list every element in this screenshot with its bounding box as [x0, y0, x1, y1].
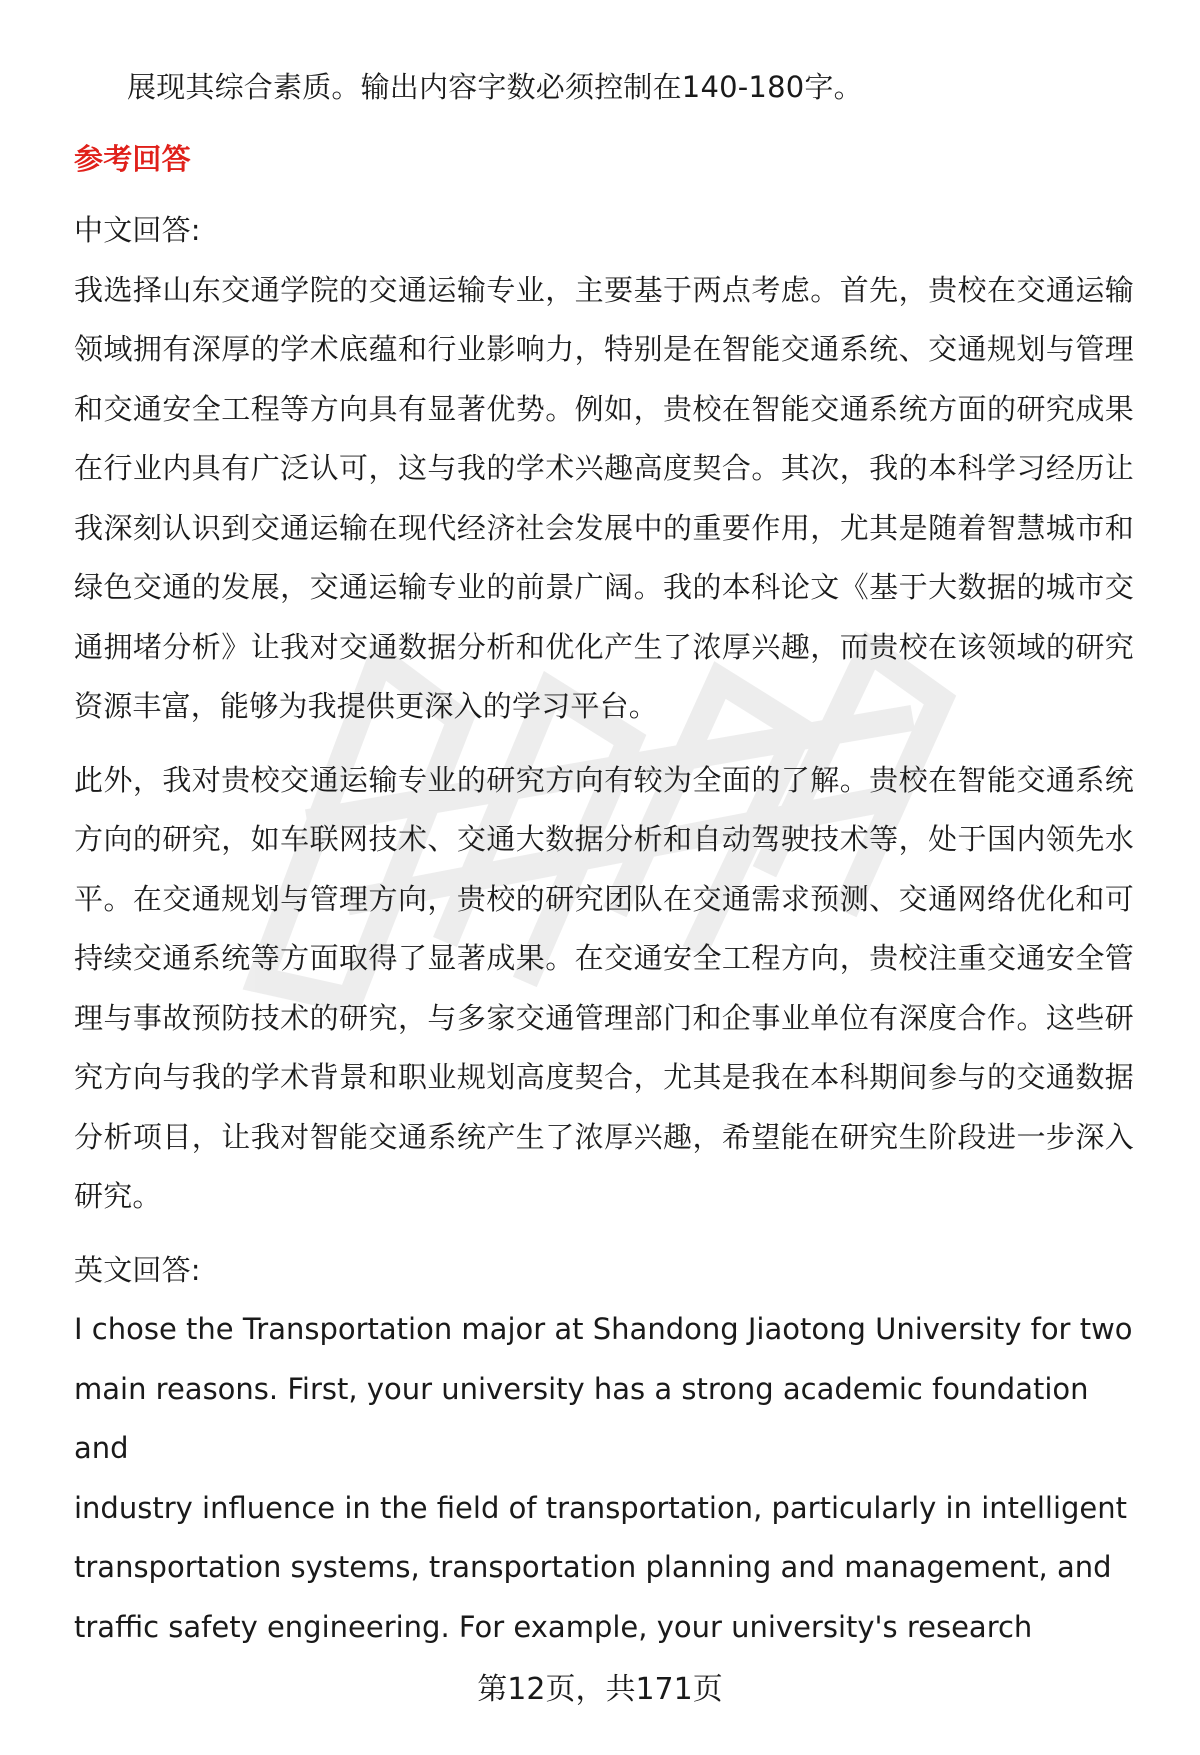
english-line-4: transportation systems, transportation planning and management, and [74, 1550, 1112, 1584]
english-line-2: main reasons. First, your university has a strong academic foundation and [74, 1371, 1089, 1465]
english-line-3: industry influence in the field of transportation, particularly in intelligent [74, 1490, 1128, 1525]
english-line-5: traffic safety engineering. For example, your university's research [74, 1609, 1033, 1644]
chinese-paragraph-1: 我选择山东交通学院的交通运输专业，主要基于两点考虑。首先，贵校在交通运输领域拥有深厚的学术底蕴和行业影响力，特别是在智能交通系统、交通规划与管理和交通安全工程等方向具有显著优势。例如，贵校在智能交通系统方面的研究成果在行业内具有广泛认可，这与我的学术兴趣高度契合。其次，我的本科学习经历让我深刻认识到交通运输在现代经济社会发展中的重要作用，尤其是随着智慧城市和绿色交通的发展，交通运输专业的前景广阔。我的本科论文《基于大数据的城市交通拥堵分析》让我对交通数据分析和优化产生了浓厚兴趣，而贵校在该领域的研究资源丰富，能够为我提供更深入的学习平台。 [74, 272, 1134, 723]
intro-line: 展现其综合素质。输出内容字数必须控制在140-180字。 [127, 70, 863, 104]
chinese-answer-label: 中文回答: [74, 213, 201, 247]
english-line-1: I chose the Transportation major at Shandong Jiaotong University for two [74, 1312, 1133, 1346]
main-content [74, 58, 1134, 1657]
english-answer-label: 英文回答: [74, 1252, 201, 1287]
reference-answer-heading: 参考回答 [74, 141, 191, 176]
chinese-paragraph-2: 此外，我对贵校交通运输专业的研究方向有较为全面的了解。贵校在智能交通系统方向的研究，如车联网技术、交通大数据分析和自动驾驶技术等，处于国内领先水平。在交通规划与管理方向，贵校的研究团队在交通需求预测、交通网络优化和可持续交通系统等方面取得了显著成果。在交通安全工程方向，贵校注重交通安全管理与事故预防技术的研究，与多家交通管理部门和企事业单位有深度合作。这些研究方向与我的学术背景和职业规划高度契合，尤其是我在本科期间参与的交通数据分析项目，让我对智能交通系统产生了浓厚兴趣，希望能在研究生阶段进一步深入研究。 [74, 762, 1134, 1213]
page-number-footer: 第12页，共171页 [477, 1672, 723, 1707]
